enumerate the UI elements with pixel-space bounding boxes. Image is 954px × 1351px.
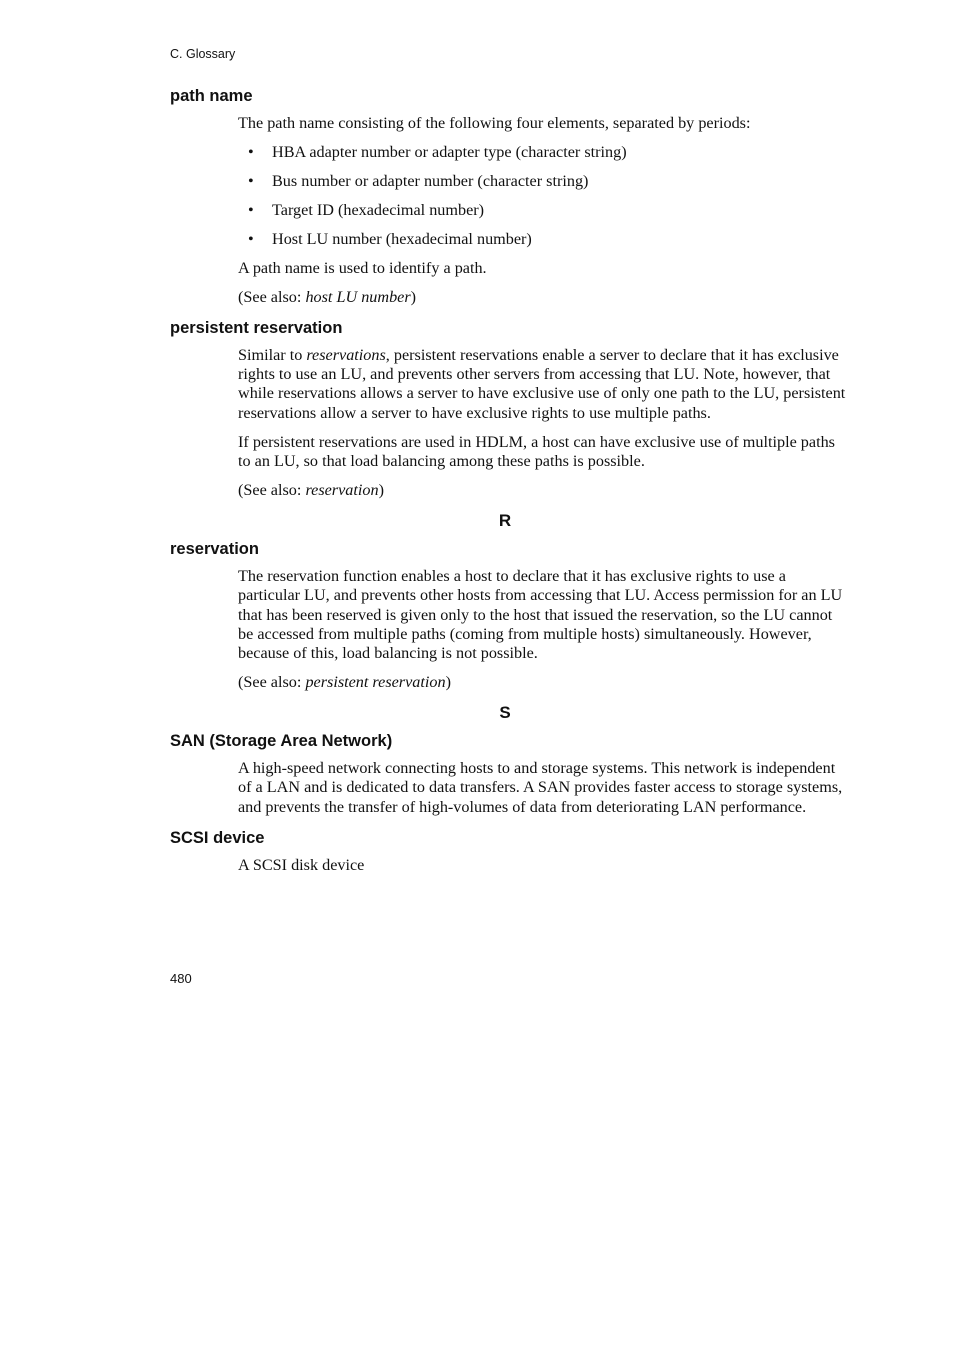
definition-paragraph: If persistent reservations are used in HDLM, a host can have exclusive use of multiple paths to an LU, so that load balancing among these paths is possible. [238, 432, 835, 471]
list-item: • HBA adapter number or adapter type (character string) [248, 142, 627, 161]
definition-paragraph: A high-speed network connecting hosts to and storage systems. This network is independent of a LAN and is dedicated to data transfers. A SAN provides faster access to storage systems, and prevents the transfer of high-volumes of data from deteriorating LAN performance. [238, 759, 843, 816]
definition-paragraph: The reservation function enables a host to declare that it has exclusive rights to use a particular LU, and prevents other hosts from accessing that LU. Access permission for an LU that has been reserved is given only to the host that issued the reservation, so the LU cannot be accessed from multiple paths (coming from multiple hosts) simultaneously. However, because of this, load balancing is not possible. [238, 567, 843, 663]
see-also-ref: persistent reservation [305, 673, 446, 692]
inline-ref: reservations [306, 345, 386, 364]
glossary-content [170, 85, 850, 885]
see-also: (See also: reservation) [238, 481, 384, 500]
section-letter-r: R [498, 511, 512, 531]
definition [238, 346, 850, 500]
page-number: 480 [170, 971, 192, 986]
bullet-icon: • [248, 229, 254, 248]
definition [238, 114, 850, 307]
see-also-ref: host LU number [305, 287, 411, 306]
definition-note: A path name is used to identify a path. [238, 258, 487, 277]
glossary-entry-reservation [170, 538, 850, 692]
definition-intro: The path name consisting of the following four elements, separated by periods: [238, 114, 751, 132]
element-list [238, 143, 850, 249]
see-also: (See also: persistent reservation) [238, 673, 451, 692]
term-heading: persistent reservation [170, 318, 343, 337]
see-also-ref: reservation [305, 481, 379, 500]
glossary-entry-scsi-device [170, 827, 850, 875]
term-heading: reservation [170, 540, 259, 559]
bullet-icon: • [248, 171, 254, 190]
bullet-icon: • [248, 142, 254, 161]
list-item: • Target ID (hexadecimal number) [248, 200, 485, 219]
definition [238, 567, 850, 692]
definition-paragraph: Similar to reservations, persistent reservations enable a server to declare that it has exclusive rights to use an LU, and prevents other servers from accessing that LU. Note, however, that while reservations allows a server to have exclusive use of only one path to the LU, persistent reservations allow a server to have exclusive rights to use multiple paths. [238, 345, 846, 422]
running-header: C. Glossary [170, 47, 236, 61]
term-heading: SAN (Storage Area Network) [170, 732, 393, 751]
glossary-entry-san [170, 730, 850, 817]
term-heading: path name [170, 87, 253, 105]
definition [238, 856, 850, 875]
definition [238, 759, 850, 817]
section-letter-s: S [499, 703, 511, 723]
list-item: • Host LU number (hexadecimal number) [248, 229, 532, 248]
definition-paragraph: A SCSI disk device [238, 855, 365, 874]
term-heading: SCSI device [170, 828, 265, 847]
see-also: (See also: host LU number) [238, 287, 417, 306]
glossary-entry-persistent-reservation [170, 317, 850, 500]
bullet-icon: • [248, 200, 254, 219]
glossary-entry-path-name [170, 85, 850, 307]
list-item: • Bus number or adapter number (character string) [248, 171, 589, 190]
